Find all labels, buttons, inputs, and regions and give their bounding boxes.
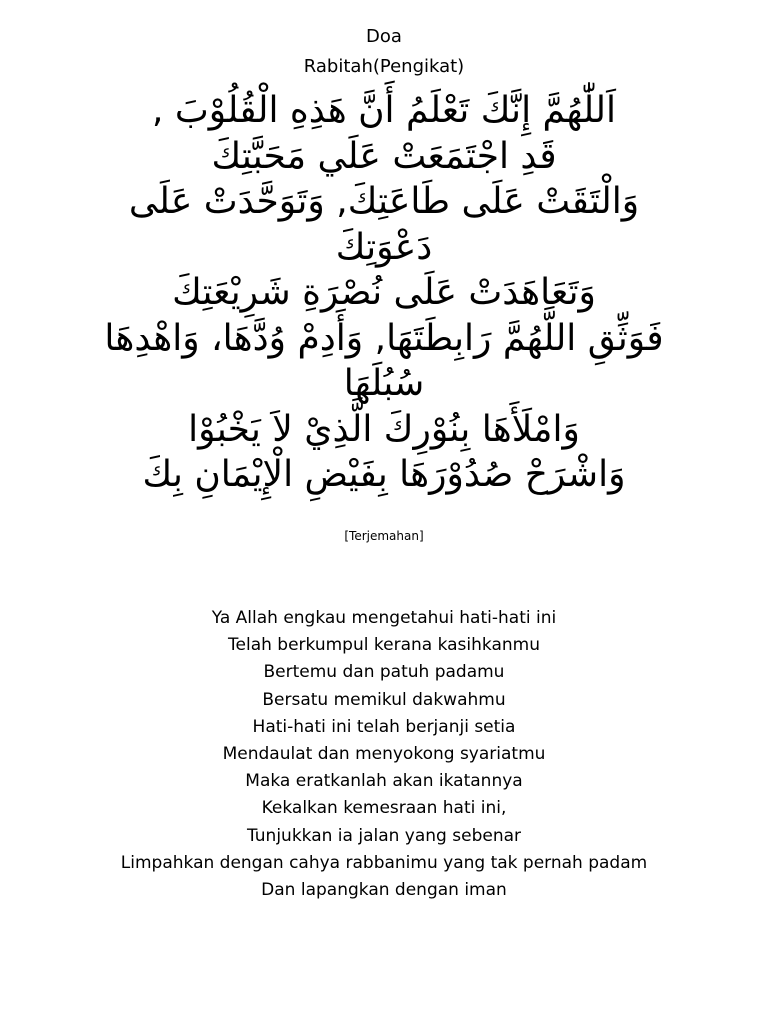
doc-subtitle: Rabitah(Pengikat): [303, 56, 465, 77]
translation-line: Mendaulat dan menyokong syariatmu: [222, 744, 546, 765]
translation-line: Limpahkan dengan cahya rabbanimu yang tak pernah padam: [120, 852, 648, 873]
arabic-line: دَعْوَتِكَ: [335, 226, 433, 268]
translation-label: [Terjemahan]: [344, 529, 424, 543]
translation-line: Dan lapangkan dengan iman: [261, 880, 507, 901]
arabic-line: وَالْتَقَتْ عَلَى طَاعَتِكَ, وَتَوَحَّدَتْ عَلَى: [128, 181, 640, 222]
translation-line: Tunjukkan ia jalan yang sebenar: [246, 825, 522, 846]
arabic-line: وَامْلَأَهَا بِنُوْرِكَ الَّذِيْ لاَ يَخْبُوْا: [188, 408, 580, 450]
translation-line: Kekalkan kemesraan hati ini,: [261, 798, 507, 819]
translation-line: Bersatu memikul dakwahmu: [262, 689, 506, 710]
translation-text: [0, 605, 768, 904]
translation-line: Hati-hati ini telah berjanji setia: [252, 716, 516, 737]
translation-line: Telah berkumpul kerana kasihkanmu: [228, 635, 540, 656]
arabic-line: وَاشْرَحْ صُدُوْرَهَا بِفَيْضِ الْإِيْمَانِ بِكَ: [142, 454, 626, 495]
arabic-line: وَتَعَاهَدَتْ عَلَى نُصْرَةِ شَرِيْعَتِكَ: [172, 272, 596, 313]
arabic-line: سُبُلَهَا: [343, 363, 425, 404]
arabic-line: فَوَثِّقِ اللَّهُمَّ رَابِطَتَهَا, وَأَدِمْ وُدَّهَا، وَاهْدِهَا: [104, 317, 664, 359]
translation-line: Bertemu dan patuh padamu: [263, 662, 505, 683]
arabic-line: قَدِ اجْتَمَعَتْ عَلَي مَحَبَّتِكَ: [211, 135, 557, 177]
arabic-prayer-text: [84, 88, 684, 498]
translation-line: Ya Allah engkau mengetahui hati-hati ini: [211, 608, 557, 628]
arabic-line: اَللّٰهُمَّ إِنَّكَ تَعْلَمُ أَنَّ هَذِهِ الْقُلُوْبَ ,: [152, 90, 616, 131]
translation-line: Maka eratkanlah akan ikatannya: [245, 771, 523, 792]
doc-title: Doa: [366, 26, 402, 47]
